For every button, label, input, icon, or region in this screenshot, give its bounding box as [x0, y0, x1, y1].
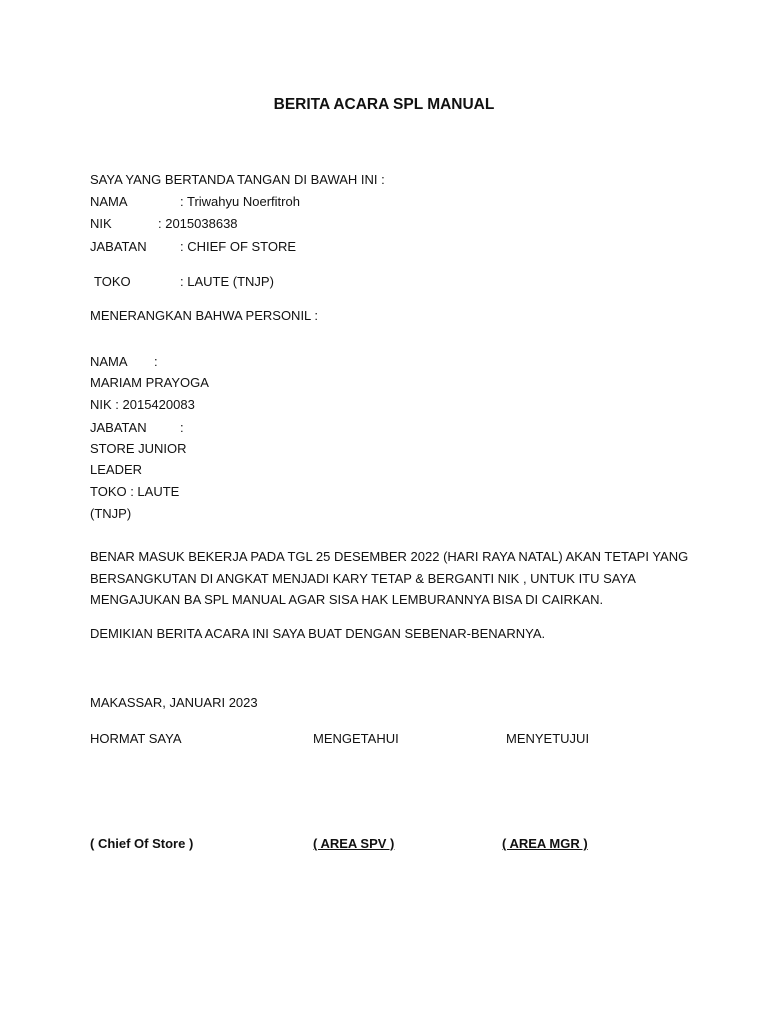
- signer-toko-value: : LAUTE (TNJP): [180, 274, 274, 289]
- explains-line: MENERANGKAN BAHWA PERSONIL :: [90, 308, 319, 323]
- intro-line: SAYA YANG BERTANDA TANGAN DI BAWAH INI :: [90, 172, 385, 187]
- signer-nik-label: NIK: [90, 216, 112, 231]
- signature-heading-hormat: HORMAT SAYA: [90, 731, 182, 746]
- signature-name-chief: ( Chief Of Store ): [90, 836, 194, 851]
- signature-name-area-mgr: ( AREA MGR ): [502, 836, 588, 851]
- personnel-toko-value-2: (TNJP): [90, 506, 132, 521]
- personnel-nama-label: NAMA: [90, 354, 128, 369]
- signer-nama-value: : Triwahyu Noerfitroh: [180, 194, 300, 209]
- personnel-toko-line: TOKO : LAUTE: [90, 484, 180, 499]
- personnel-jabatan-label: JABATAN: [90, 420, 147, 435]
- personnel-nik-line: NIK : 2015420083: [90, 397, 195, 412]
- closing-line: DEMIKIAN BERITA ACARA INI SAYA BUAT DENGAN SEBENAR-BENARNYA.: [90, 626, 546, 641]
- signature-heading-menyetujui: MENYETUJUI: [506, 731, 590, 746]
- statement-paragraph: BENAR MASUK BEKERJA PADA TGL 25 DESEMBER 2022 (HARI RAYA NATAL) AKAN TETAPI YANG BERSANGKUTAN DI ANGKAT MENJADI KARY TETAP & BERGANTI NIK , UNTUK ITU SAYA MENGAJUKAN BA SPL MANUAL AGAR SISA HAK LEMBURANNYA BISA DI CAIRKAN.: [90, 549, 689, 607]
- personnel-jabatan-value-2: LEADER: [90, 462, 143, 477]
- personnel-jabatan-colon: :: [180, 420, 184, 435]
- personnel-nama-colon: :: [154, 354, 158, 369]
- signature-name-area-spv: ( AREA SPV ): [313, 836, 395, 851]
- signer-nik-value: : 2015038638: [158, 216, 238, 231]
- signer-toko-label: TOKO: [94, 274, 131, 289]
- personnel-nama-value: MARIAM PRAYOGA: [90, 375, 209, 390]
- signer-nama-label: NAMA: [90, 194, 128, 209]
- signature-heading-mengetahui: MENGETAHUI: [313, 731, 399, 746]
- signer-jabatan-value: : CHIEF OF STORE: [180, 239, 297, 254]
- place-date: MAKASSAR, JANUARI 2023: [90, 695, 258, 710]
- personnel-jabatan-value-1: STORE JUNIOR: [90, 441, 187, 456]
- document-title: BERITA ACARA SPL MANUAL: [273, 96, 495, 113]
- signer-jabatan-label: JABATAN: [90, 239, 147, 254]
